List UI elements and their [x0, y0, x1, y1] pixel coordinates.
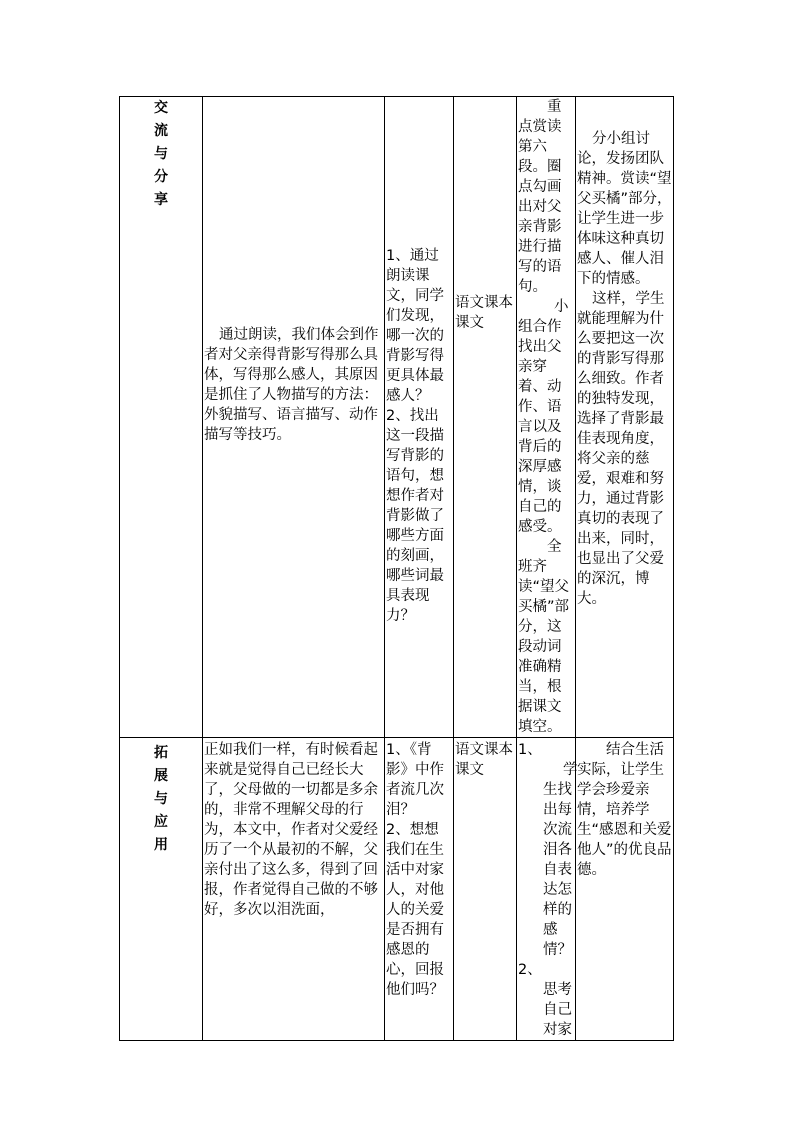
item-number: 2、 — [518, 962, 542, 978]
question-item: 1、《背影》中作者流几次泪？ — [386, 742, 444, 818]
row-label-cell — [120, 97, 203, 738]
questions-cell — [385, 97, 454, 738]
content-cell — [203, 738, 385, 1041]
intent-item: 结合生活实际，让学生学会珍爱亲情，培养学生“感恩和关爱他人”的优良品德。 — [577, 742, 672, 878]
intent-cell — [576, 738, 674, 1041]
student-activity-item: 重点赏读第六段。圈点勾画出对父亲背影进行描写的语句。 — [518, 99, 562, 295]
row-label: 拓展与应用 — [154, 745, 168, 853]
item-text: 思考自己对家 — [543, 982, 572, 1038]
resource-cell — [454, 97, 517, 738]
student-activity-item — [518, 740, 578, 960]
row-label: 交流与分享 — [154, 100, 168, 208]
content-cell — [203, 97, 385, 738]
content-text: 通过朗读，我们体会到作者对父亲得背影写得那么具体，写得那么感人，其原因是抓住了人物描写的方法：外貌描写、语言描写、动作描写等技巧。 — [204, 327, 379, 443]
row-label-cell — [120, 738, 203, 1041]
table-row-exchange — [120, 97, 674, 738]
table-row-extension — [120, 738, 674, 1041]
lesson-plan-table — [119, 96, 674, 1041]
intent-item: 这样，学生就能理解为什么要把这一次的背影写得那么细致。作者的独特发现，选择了背影最佳表现角度，将父亲的慈爱，艰难和努力，通过背影真切的表现了出来，同时，也显出了父爱的深沉，博大。 — [577, 291, 665, 607]
question-item: 1、通过朗读课文，同学们发现，哪一次的背影写得更具体最感人？ — [386, 248, 444, 404]
question-item: 2、想想我们在生活中对家人，对他人的关爱是否拥有感恩的心，回报他们吗？ — [386, 822, 444, 998]
student-activity-item: 全班齐读“望父买橘”部分，这段动词准确精当，根据课文填空。 — [518, 539, 570, 735]
intent-item: 分小组讨论，发扬团队精神。赏读“望父买橘”部分，让学生进一步体味这种真切感人、催人泪下的情感。 — [577, 131, 672, 287]
intent-cell — [576, 97, 674, 738]
student-activity-item: 小组合作找出父亲穿着、动作、语言以及背后的深厚感情，谈自己的感受。 — [518, 299, 569, 535]
resource-cell — [454, 738, 517, 1041]
content-text: 正如我们一样，有时候看起来就是觉得自己已经长大了，父母做的一切都是多余的，非常不理解父母的行为，本文中，作者对父爱经历了一个从最初的不解，父亲付出了这么多，得到了回报，作者觉得自己做的不够好，多次以泪洗面， — [204, 742, 378, 918]
questions-cell — [385, 738, 454, 1041]
student-activity-cell — [517, 738, 576, 1041]
resource-text: 语文课本课文 — [455, 295, 513, 331]
item-text: 学生找出每次流泪各自表达怎样的感情？ — [543, 762, 578, 958]
question-item: 2、找出这一段描写背影的语句，想想作者对背影做了哪些方面的刻画，哪些词最具表现力？ — [386, 408, 444, 624]
item-number: 1、 — [518, 742, 542, 758]
student-activity-item — [518, 960, 574, 1040]
resource-text: 语文课本课文 — [455, 742, 513, 778]
student-activity-cell — [517, 97, 576, 738]
